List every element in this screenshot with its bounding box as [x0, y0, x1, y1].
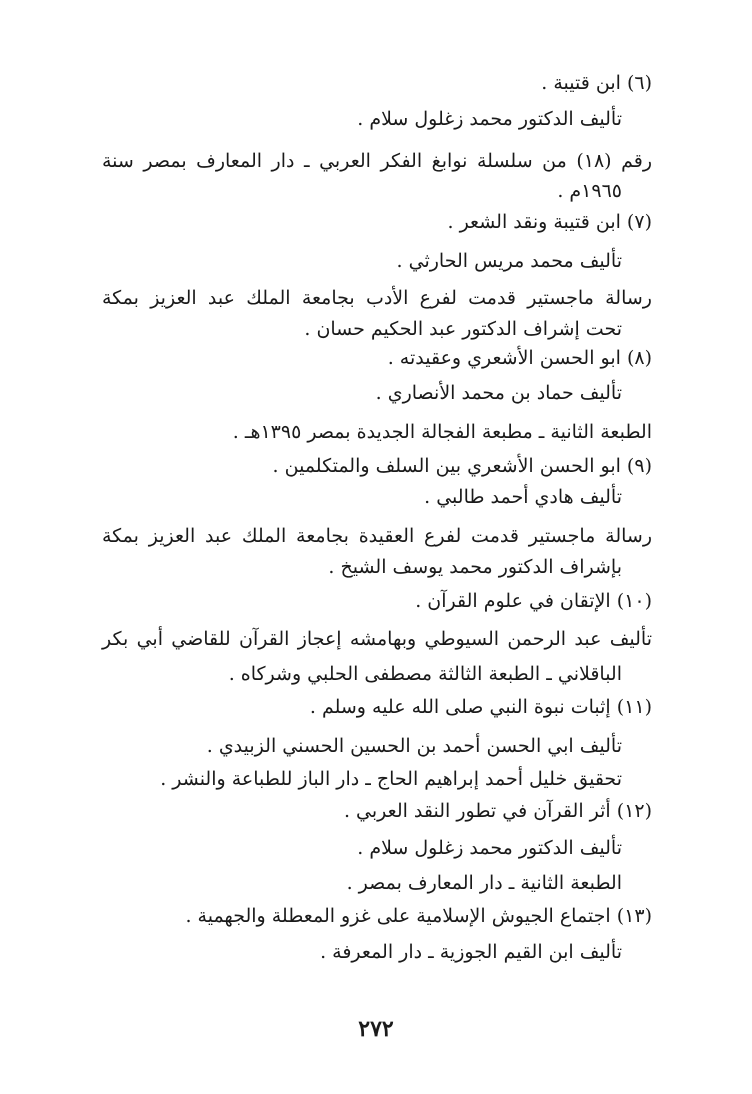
- entry-6-series: رقم (١٨) من سلسلة نوابغ الفكر العربي ـ دار المعارف بمصر سنة: [102, 150, 653, 172]
- entry-11-author: تأليف ابي الحسن أحمد بن الحسين الحسني الزبيدي .: [206, 735, 622, 757]
- entry-9-author: تأليف هادي أحمد طالبي .: [424, 486, 622, 508]
- entry-6-author: تأليف الدكتور محمد زغلول سلام .: [357, 108, 622, 130]
- entry-7-title: (٧) ابن قتيبة ونقد الشعر .: [447, 211, 652, 233]
- entry-9-thesis: رسالة ماجستير قدمت لفرع العقيدة بجامعة الملك عبد العزيز بمكة: [102, 525, 652, 547]
- entry-12-author: تأليف الدكتور محمد زغلول سلام .: [357, 837, 622, 859]
- entry-6-year: ١٩٦٥م .: [557, 180, 622, 202]
- entry-7-thesis: رسالة ماجستير قدمت لفرع الأدب بجامعة الملك عبد العزيز بمكة: [102, 287, 652, 309]
- entry-8-edition: الطبعة الثانية ـ مطبعة الفجالة الجديدة بمصر ١٣٩٥هـ .: [232, 421, 652, 443]
- entry-7-author: تأليف محمد مريس الحارثي .: [396, 250, 622, 272]
- entry-8-author: تأليف حماد بن محمد الأنصاري .: [375, 382, 622, 404]
- entry-10-edition: الباقلاني ـ الطبعة الثالثة مصطفى الحلبي وشركاه .: [228, 663, 622, 685]
- entry-12-edition: الطبعة الثانية ـ دار المعارف بمصر .: [346, 872, 622, 894]
- entry-10-title: (١٠) الإتقان في علوم القرآن .: [415, 590, 652, 612]
- entry-9-supervisor: بإشراف الدكتور محمد يوسف الشيخ .: [328, 556, 622, 578]
- entry-7-supervisor: تحت إشراف الدكتور عبد الحكيم حسان .: [304, 318, 622, 340]
- entry-10-author: تأليف عبد الرحمن السيوطي وبهامشه إعجاز القرآن للقاضي أبي بكر: [102, 628, 652, 650]
- entry-11-editor: تحقيق خليل أحمد إبراهيم الحاج ـ دار الباز للطباعة والنشر .: [160, 768, 622, 790]
- entry-11-title: (١١) إثبات نبوة النبي صلى الله عليه وسلم .: [309, 696, 652, 718]
- entry-6-title: (٦) ابن قتيبة .: [541, 72, 652, 94]
- entry-13-title: (١٣) اجتماع الجيوش الإسلامية على غزو المعطلة والجهمية .: [185, 905, 652, 927]
- page-number: ٢٧٢: [358, 1016, 394, 1042]
- entry-13-author: تأليف ابن القيم الجوزية ـ دار المعرفة .: [320, 941, 622, 963]
- entry-12-title: (١٢) أثر القرآن في تطور النقد العربي .: [343, 800, 652, 822]
- entry-9-title: (٩) ابو الحسن الأشعري بين السلف والمتكلمين .: [272, 455, 652, 477]
- entry-8-title: (٨) ابو الحسن الأشعري وعقيدته .: [387, 347, 652, 369]
